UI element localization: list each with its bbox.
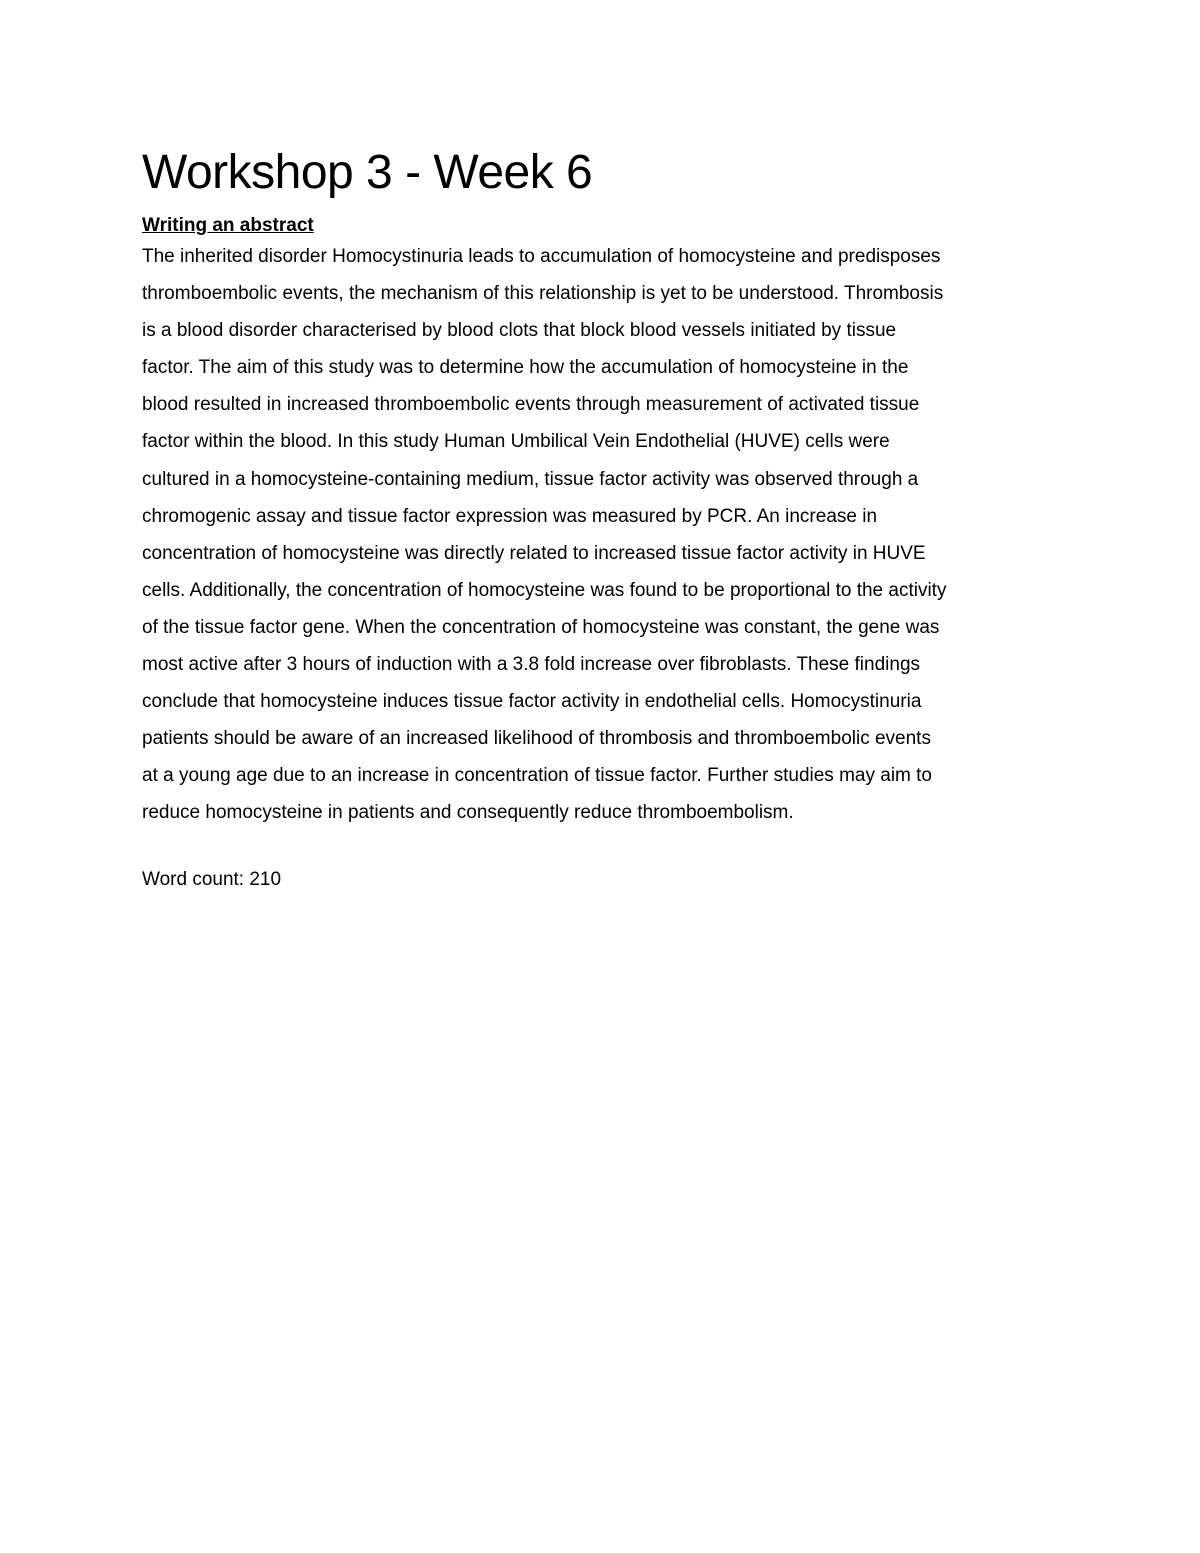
- abstract-line: is a blood disorder characterised by blood clots that block blood vessels initiated by tissue: [142, 320, 897, 342]
- abstract-line: of the tissue factor gene. When the concentration of homocysteine was constant, the gene was: [142, 616, 940, 638]
- word-count: Word count: 210: [142, 868, 282, 890]
- abstract-line: at a young age due to an increase in concentration of tissue factor. Further studies may aim to: [142, 765, 933, 787]
- document-content: [142, 142, 1072, 892]
- abstract-line: factor. The aim of this study was to determine how the accumulation of homocysteine in the: [142, 357, 909, 379]
- abstract-line: concentration of homocysteine was directly related to increased tissue factor activity in HUVE: [142, 542, 926, 564]
- abstract-line: cells. Additionally, the concentration of homocysteine was found to be proportional to the activity: [142, 579, 947, 601]
- abstract-line: reduce homocysteine in patients and consequently reduce thromboembolism.: [142, 802, 794, 824]
- abstract-line: thromboembolic events, the mechanism of this relationship is yet to be understood. Thrombosis: [142, 283, 944, 305]
- abstract-line: chromogenic assay and tissue factor expression was measured by PCR. An increase in: [142, 505, 878, 527]
- abstract-line: most active after 3 hours of induction with a 3.8 fold increase over fibroblasts. These findings: [142, 654, 921, 676]
- abstract-line: conclude that homocysteine induces tissue factor activity in endothelial cells. Homocystinuria: [142, 691, 922, 713]
- abstract-paragraph: [142, 238, 1072, 832]
- page-title: Workshop 3 - Week 6: [142, 146, 593, 199]
- section-heading: Writing an abstract: [142, 215, 314, 236]
- abstract-line: cultured in a homocysteine-containing medium, tissue factor activity was observed through a: [142, 468, 919, 490]
- abstract-line: The inherited disorder Homocystinuria leads to accumulation of homocysteine and predisposes: [142, 246, 941, 267]
- abstract-line: factor within the blood. In this study Human Umbilical Vein Endothelial (HUVE) cells were: [142, 431, 890, 453]
- abstract-line: patients should be aware of an increased likelihood of thrombosis and thromboembolic events: [142, 728, 931, 750]
- abstract-line: blood resulted in increased thromboembolic events through measurement of activated tissue: [142, 394, 920, 416]
